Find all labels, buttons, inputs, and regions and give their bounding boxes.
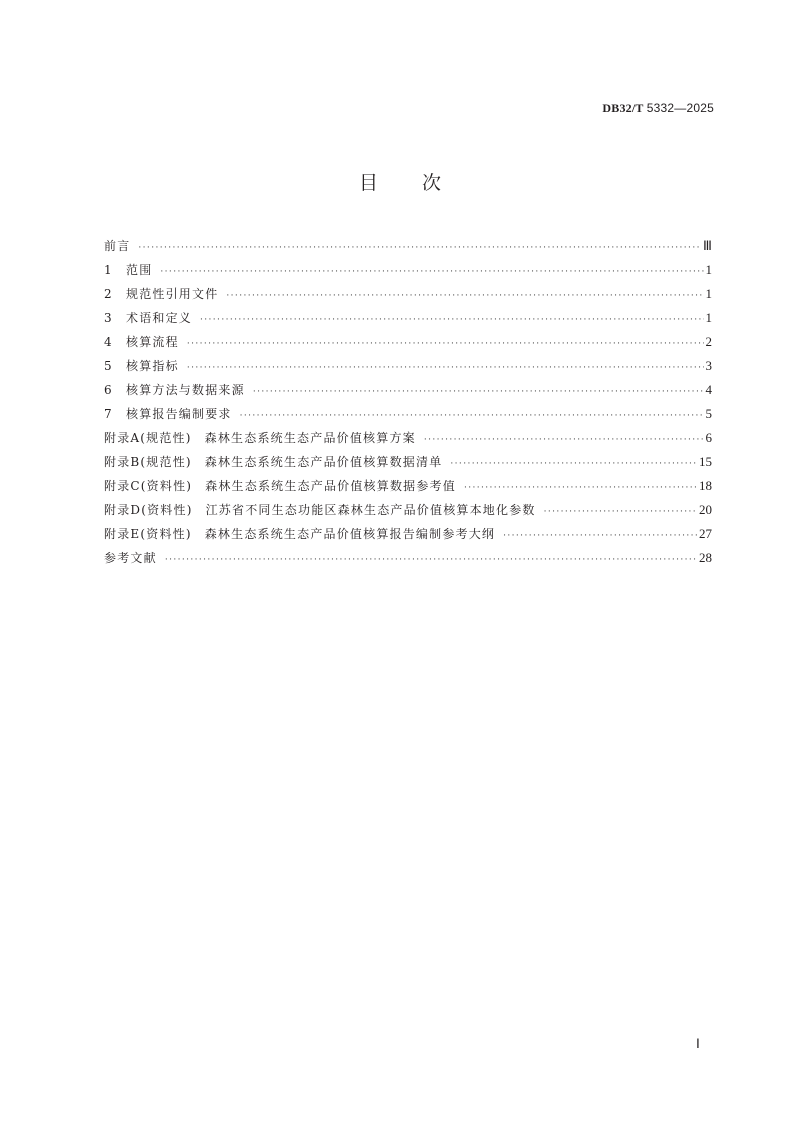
toc-page: 2 xyxy=(705,334,712,349)
toc-label: 森林生态系统生态产品价值核算数据参考值 xyxy=(205,479,456,493)
dot-leader xyxy=(187,332,704,356)
toc-entry-appendix-d[interactable] xyxy=(104,498,712,522)
toc-entry-4[interactable] xyxy=(104,330,712,354)
dot-leader xyxy=(450,452,697,476)
toc-entry-5[interactable] xyxy=(104,354,712,378)
toc-label: 森林生态系统生态产品价值核算数据清单 xyxy=(204,455,443,469)
standard-code xyxy=(602,101,714,116)
toc-appendix-tag: 附录B(规范性) xyxy=(104,455,192,469)
toc-entry-appendix-e[interactable] xyxy=(104,522,712,546)
toc-page: 6 xyxy=(705,430,712,445)
toc-page: 3 xyxy=(705,358,712,373)
dot-leader xyxy=(503,524,697,548)
toc-entry-appendix-b[interactable] xyxy=(104,450,712,474)
toc-page: 18 xyxy=(699,478,712,493)
standard-prefix: DB32/T xyxy=(602,101,644,115)
toc-appendix-tag: 附录E(资料性) xyxy=(104,527,192,541)
toc-label: 核算流程 xyxy=(126,335,179,349)
dot-leader xyxy=(424,428,704,452)
toc-page: 15 xyxy=(699,454,712,469)
toc-page: Ⅲ xyxy=(703,238,712,253)
toc-entry-6[interactable] xyxy=(104,378,712,402)
toc-label: 江苏省不同生态功能区森林生态产品价值核算本地化参数 xyxy=(205,503,536,517)
toc-label: 规范性引用文件 xyxy=(126,287,219,301)
toc-entry-7[interactable] xyxy=(104,402,712,426)
toc-entry-references[interactable] xyxy=(104,546,712,570)
toc-number: 6 xyxy=(104,383,112,397)
dot-leader xyxy=(165,548,697,572)
dot-leader xyxy=(187,356,704,380)
toc-entry-appendix-a[interactable] xyxy=(104,426,712,450)
toc-label: 范围 xyxy=(126,263,153,277)
table-of-contents xyxy=(104,234,712,570)
toc-number: 1 xyxy=(104,263,112,277)
toc-entry-foreword[interactable] xyxy=(104,234,712,258)
toc-entry-3[interactable] xyxy=(104,306,712,330)
toc-label: 森林生态系统生态产品价值核算报告编制参考大纲 xyxy=(204,527,496,541)
toc-appendix-tag: 附录A(规范性) xyxy=(104,431,192,445)
dot-leader xyxy=(226,284,703,308)
dot-leader xyxy=(200,308,703,332)
dot-leader xyxy=(240,404,704,428)
toc-page: 1 xyxy=(705,286,712,301)
toc-page: 1 xyxy=(705,262,712,277)
toc-label: 参考文献 xyxy=(104,551,157,565)
toc-number: 4 xyxy=(104,335,112,349)
title-char-1: 目 xyxy=(358,172,378,194)
toc-page: 5 xyxy=(705,406,712,421)
toc-entry-appendix-c[interactable] xyxy=(104,474,712,498)
toc-label: 核算方法与数据来源 xyxy=(126,383,245,397)
dot-leader xyxy=(160,260,703,284)
toc-label: 核算报告编制要求 xyxy=(126,407,232,421)
dot-leader xyxy=(544,500,697,524)
toc-label: 术语和定义 xyxy=(126,311,193,325)
toc-page: 28 xyxy=(699,550,712,565)
toc-number: 3 xyxy=(104,311,112,325)
title-char-2: 次 xyxy=(422,172,442,194)
toc-number: 2 xyxy=(104,287,112,301)
toc-appendix-tag: 附录C(资料性) xyxy=(104,479,193,493)
dot-leader xyxy=(253,380,704,404)
toc-page: 4 xyxy=(705,382,712,397)
dot-leader xyxy=(138,236,701,260)
toc-number: 5 xyxy=(104,359,112,373)
toc-entry-1[interactable] xyxy=(104,258,712,282)
standard-number: 5332—2025 xyxy=(646,101,714,115)
toc-entry-2[interactable] xyxy=(104,282,712,306)
toc-page: 1 xyxy=(705,310,712,325)
toc-appendix-tag: 附录D(资料性) xyxy=(104,503,193,517)
toc-page: 20 xyxy=(699,502,712,517)
page-title xyxy=(0,168,800,195)
toc-label: 前言 xyxy=(104,239,131,253)
toc-label: 森林生态系统生态产品价值核算方案 xyxy=(204,431,416,445)
footer-page-number: Ⅰ xyxy=(696,1036,700,1051)
toc-number: 7 xyxy=(104,407,112,421)
toc-label: 核算指标 xyxy=(126,359,179,373)
dot-leader xyxy=(464,476,697,500)
toc-page: 27 xyxy=(699,526,712,541)
